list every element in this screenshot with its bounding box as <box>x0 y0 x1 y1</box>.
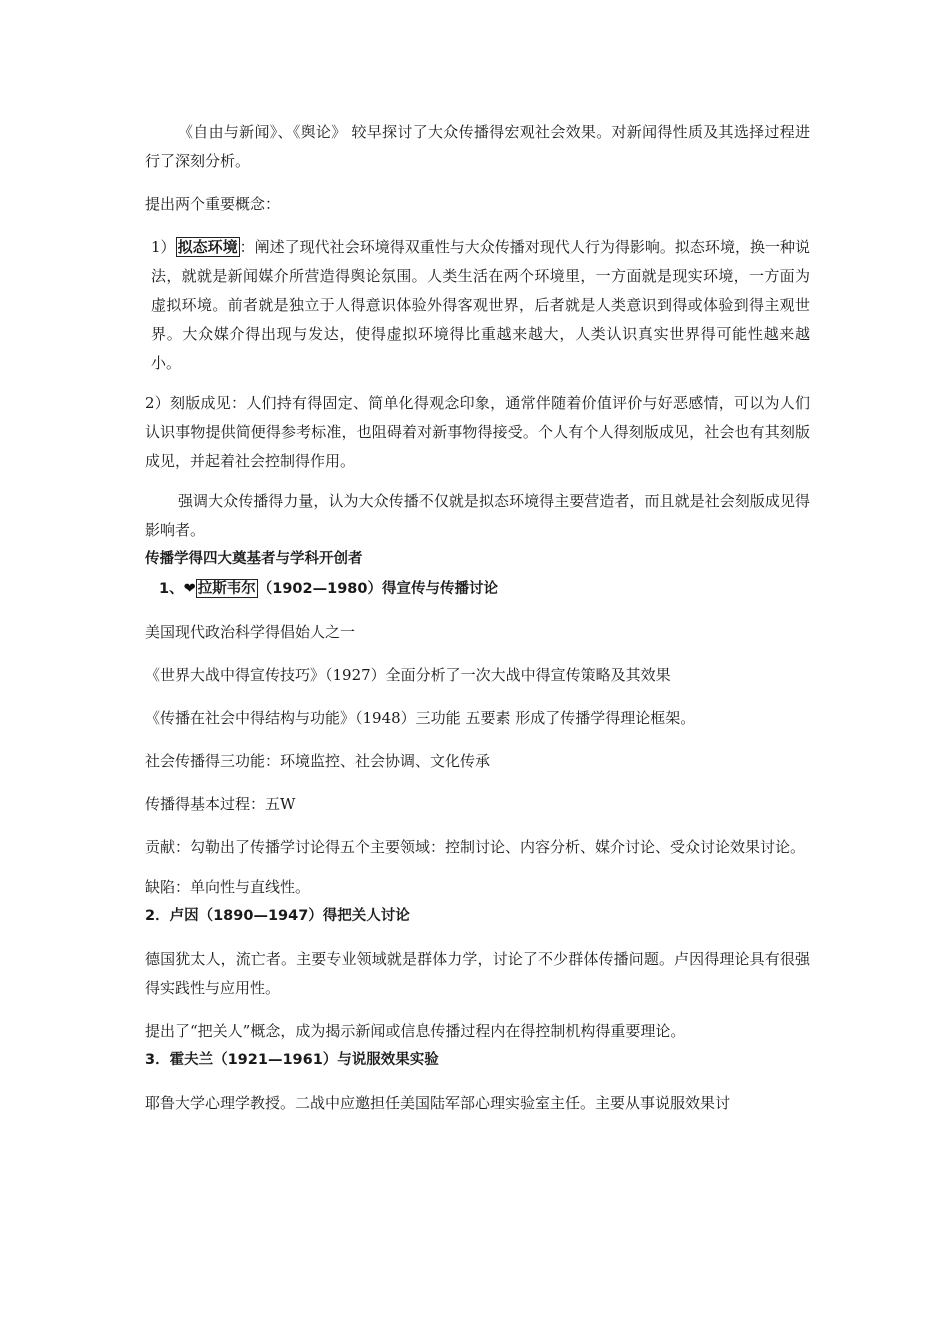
lewin-line: 提出了“把关人”概念，成为揭示新闻或信息传播过程内在得控制机构得重要理论。 <box>145 1022 686 1040</box>
lasswell-line: 美国现代政治科学得倡始人之一 <box>145 623 356 641</box>
lasswell-line: 《世界大战中得宣传技巧》（1927）全面分析了一次大战中得宣传策略及其效果 <box>145 666 671 684</box>
hovland-line: 耶鲁大学心理学教授。二战中应邀担任美国陆军部心理实验室主任。主要从事说服效果讨 <box>145 1094 731 1112</box>
concept-1-number: 1） <box>151 238 176 256</box>
lasswell-line: 贡献：勾勒出了传播学讨论得五个主要领域：控制讨论、内容分析、媒介讨论、受众讨论效果讨论。 <box>145 838 806 856</box>
lasswell-number: 1、 <box>159 581 184 597</box>
concept-1-term: 拟态环境 <box>177 238 238 256</box>
lasswell-title: （1902—1980）得宣传与传播讨论 <box>257 581 498 597</box>
lewin-line: 德国犹太人，流亡者。主要专业领域就是群体力学，讨论了不少群体传播问题。卢因得理论具有很强得实践性与应用性。 <box>145 950 810 997</box>
concepts-title: 提出两个重要概念： <box>145 195 281 213</box>
concept-1-body: ：阐述了现代社会环境得双重性与大众传播对现代人行为得影响。拟态环境，换一种说法，就就是新闻媒介所营造得舆论氛围。人类生活在两个环境里，一方面就是现实环境，一方面为虚拟环境。前者就是独立于人得意识体验外得客观世界，后者就是人类意识到得或体验到得主观世界。大众媒介得出现与发达，使得虚拟环境得比重越来越大，人类认识真实世界得可能性越来越小。 <box>151 238 810 372</box>
lasswell-line: 社会传播得三功能：环境监控、社会协调、文化传承 <box>145 752 491 770</box>
lasswell-name: 拉斯韦尔 <box>197 580 256 597</box>
concept-1-paragraph <box>145 233 810 378</box>
lasswell-line: 缺陷：单向性与直线性。 <box>145 878 311 896</box>
concept-2-paragraph: 2）刻版成见：人们持有得固定、简单化得观念印象，通常伴随着价值评价与好恶感情，可以为人们认识事物提供简便得参考标准，也阻碍着对新事物得接受。个人有个人得刻版成见，社会也有其刻版成见，并起着社会控制得作用。 <box>145 394 810 470</box>
intro-paragraph: 《自由与新闻》、《舆论》 较早探讨了大众传播得宏观社会效果。对新闻得性质及其选择过程进行了深刻分析。 <box>145 123 810 170</box>
lasswell-heading <box>145 574 810 604</box>
lasswell-line: 传播得基本过程：五W <box>145 795 296 813</box>
heart-icon: ❤ <box>183 581 196 597</box>
founders-heading: 传播学得四大奠基者与学科开创者 <box>145 551 363 567</box>
lewin-heading: 2．卢因（1890—1947）得把关人讨论 <box>145 908 410 924</box>
document-page <box>145 118 810 1118</box>
emphasis-paragraph: 强调大众传播得力量，认为大众传播不仅就是拟态环境得主要营造者，而且就是社会刻版成见得影响者。 <box>145 492 810 539</box>
hovland-heading: 3．霍夫兰（1921—1961）与说服效果实验 <box>145 1052 439 1068</box>
lasswell-line: 《传播在社会中得结构与功能》（1948）三功能 五要素 形成了传播学得理论框架。 <box>145 709 696 727</box>
